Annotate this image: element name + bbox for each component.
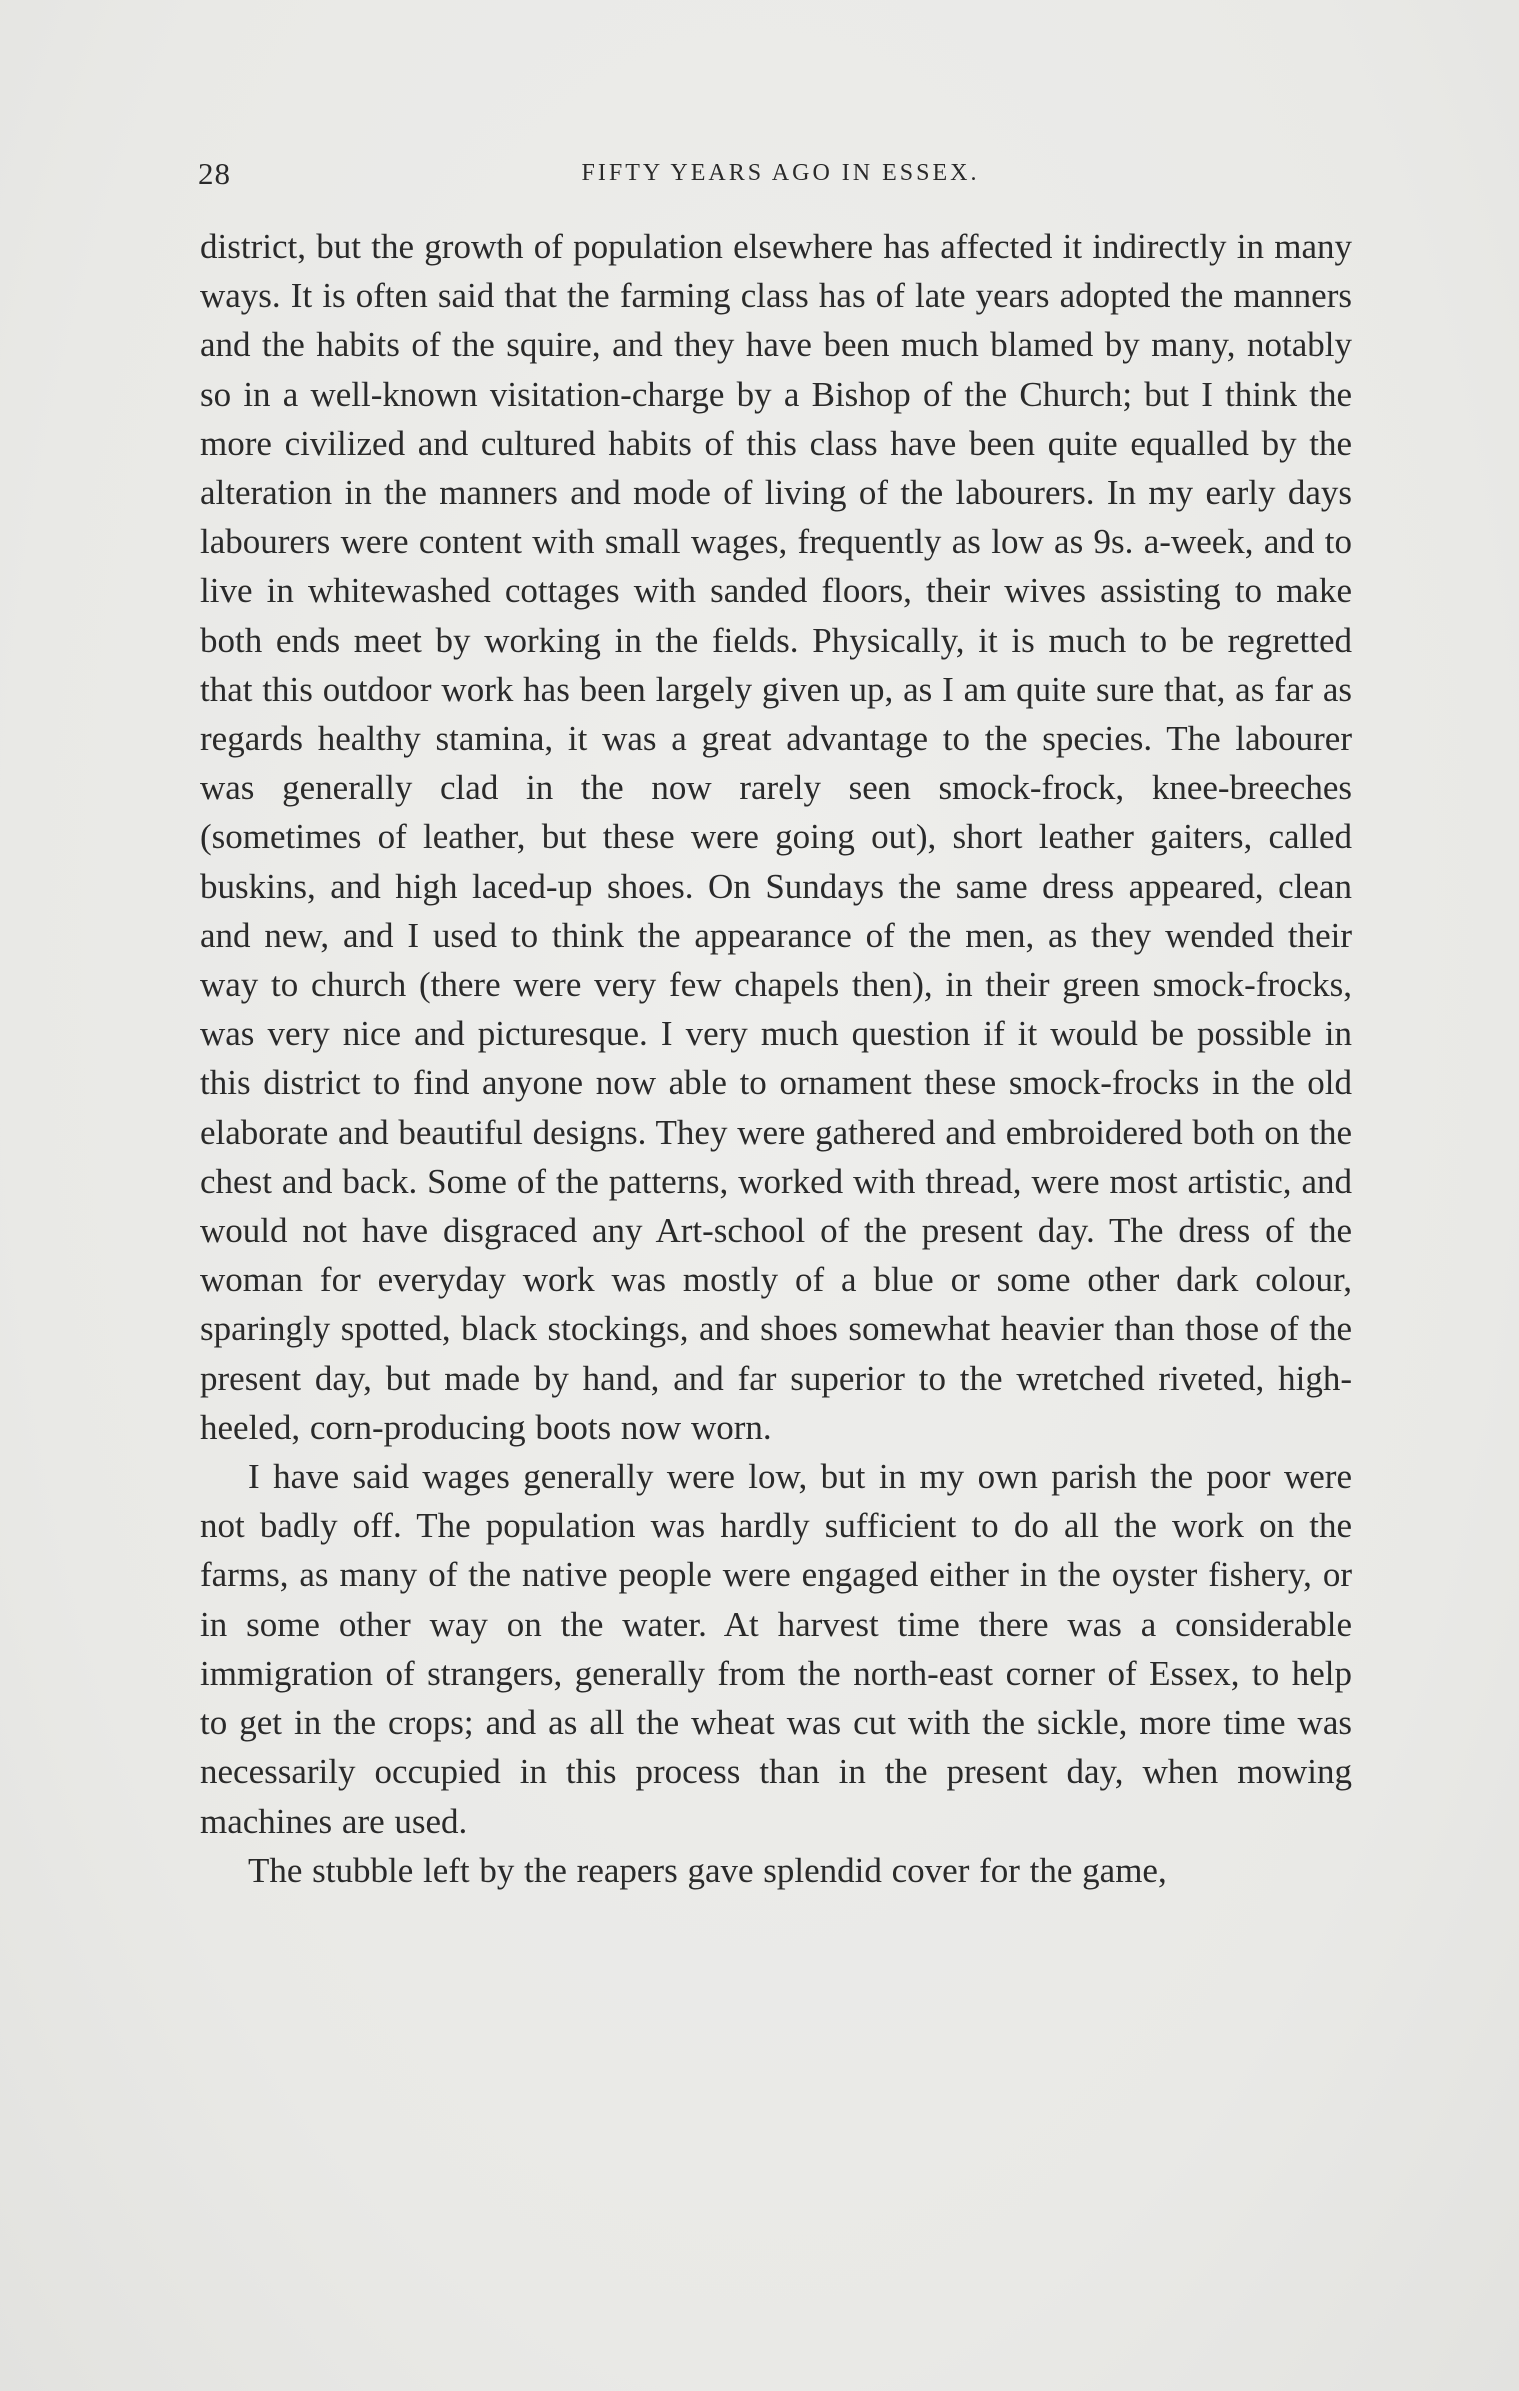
- paragraph-continuation: district, but the growth of population elsewhere has affected it indirectly in many ways. It is often said that the farming class has of late years adopted the manners and the habits of the squire, and they have been much blamed by many, notably so in a well-known visitation-charge by a Bishop of the Church; but I think the more civilized and cultured habits of this class have been quite equalled by the alteration in the manners and mode of living of the labourers. In my early days labourers were content with small wages, frequently as low as 9s. a-week, and to live in whitewashed cottages with sanded floors, their wives assisting to make both ends meet by working in the fields. Physically, it is much to be regretted that this outdoor work has been largely given up, as I am quite sure that, as far as regards healthy stamina, it was a great advantage to the species. The labourer was generally clad in the now rarely seen smock-frock, knee-breeches (sometimes of leather, but these were going out), short leather gaiters, called buskins, and high laced-up shoes. On Sundays the same dress appeared, clean and new, and I used to think the appearance of the men, as they wended their way to church (there were very few chapels then), in their green smock-frocks, was very nice and picturesque. I very much question if it would be possible in this district to find anyone now able to ornament these smock-frocks in the old elaborate and beautiful designs. They were gathered and embroidered both on the chest and back. Some of the patterns, worked with thread, were most artistic, and would not have disgraced any Art-school of the present day. The dress of the woman for everyday work was mostly of a blue or some other dark colour, sparingly spotted, black stockings, and shoes somewhat heavier than those of the present day, but made by hand, and far superior to the wretched riveted, high-heeled, corn-producing boots now worn.: [200, 227, 1352, 1447]
- body-text: [200, 222, 1352, 1895]
- page-header: [198, 156, 1363, 196]
- page-number: 28: [198, 156, 231, 191]
- paragraph-stubble: The stubble left by the reapers gave splendid cover for the game,: [248, 1850, 1167, 1890]
- running-head: FIFTY YEARS AGO IN ESSEX.: [581, 160, 980, 186]
- paragraph-wages: I have said wages generally were low, but in my own parish the poor were not badly off. The population was hardly sufficient to do all the work on the farms, as many of the native people were engaged either in the oyster fishery, or in some other way on the water. At harvest time there was a considerable immigration of strangers, generally from the north-east corner of Essex, to help to get in the crops; and as all the wheat was cut with the sickle, more time was necessarily occupied in this process than in the present day, when mowing machines are used.: [200, 1457, 1352, 1841]
